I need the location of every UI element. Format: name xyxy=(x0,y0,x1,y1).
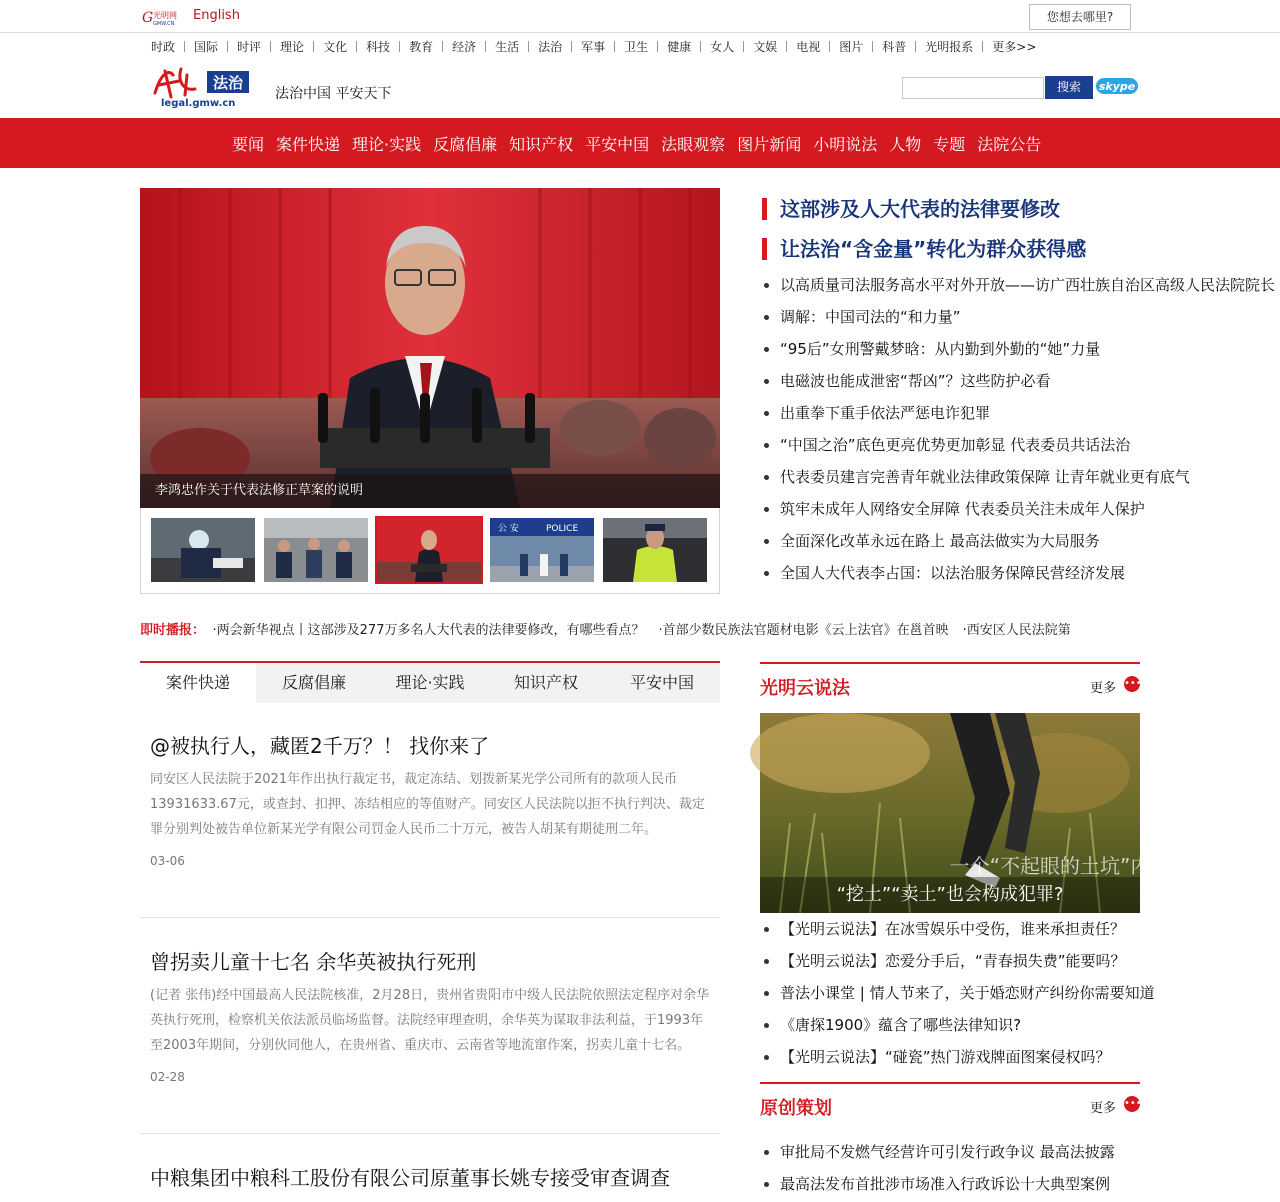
article-date: 03-06 xyxy=(150,854,185,868)
main-nav-item[interactable]: 小明说法 xyxy=(813,134,878,154)
original-section-header xyxy=(760,1082,1140,1122)
site-slogan: 法治中国 平安天下 xyxy=(275,86,392,102)
more-link[interactable]: 更多 xyxy=(1089,681,1116,696)
where-to-go-button[interactable]: 您想去哪里? xyxy=(1029,4,1131,30)
article-1[interactable] xyxy=(150,730,710,868)
article-2[interactable] xyxy=(150,946,710,1084)
hero-thumbnails xyxy=(140,508,720,594)
main-nav-item[interactable]: 图片新闻 xyxy=(737,134,802,154)
divider xyxy=(140,1133,720,1134)
category-nav-item[interactable]: 健康 xyxy=(667,39,692,54)
tab-3[interactable]: 理论·实践 xyxy=(395,673,465,692)
original-list-item[interactable]: 审批局不发燃气经营许可引发行政争议 最高法披露 xyxy=(764,1138,1140,1170)
hero-caption[interactable]: 李鸿忠作关于代表法修正草案的说明 xyxy=(140,474,720,508)
thumbnail-4[interactable] xyxy=(490,518,594,582)
category-nav-item[interactable]: 军事 xyxy=(581,39,606,54)
category-nav-item[interactable]: 科普 xyxy=(882,39,907,54)
category-nav-item[interactable]: 法治 xyxy=(538,39,563,54)
divider xyxy=(140,917,720,918)
category-nav-item[interactable]: 女人 xyxy=(710,39,735,54)
article-title[interactable]: 中粮集团中粮科工股份有限公司原董事长姚专接受审查调查 xyxy=(150,1166,670,1190)
main-nav-item[interactable]: 反腐倡廉 xyxy=(433,134,498,154)
tab-5[interactable]: 平安中国 xyxy=(629,673,694,692)
category-nav-item[interactable]: 国际 xyxy=(194,39,219,54)
svg-text:公 安: 公 安 xyxy=(498,524,519,534)
category-nav-item[interactable]: 生活 xyxy=(495,39,520,54)
hero-slideshow[interactable] xyxy=(140,188,720,508)
category-nav-item[interactable]: 电视 xyxy=(796,39,821,54)
headline-2[interactable]: 让法治“含金量”转化为群众获得感 xyxy=(762,238,1086,260)
section-title[interactable]: 光明云说法 xyxy=(760,678,850,699)
news-list-item[interactable]: 调解：中国司法的“和力量” xyxy=(764,304,1140,336)
yun-list-item[interactable]: 【光明云说法】在冰雪娱乐中受伤，谁来承担责任？ xyxy=(764,915,1140,947)
category-nav-item[interactable]: 文娱 xyxy=(753,39,778,54)
ticker-item[interactable]: ·首部少数民族法官题材电影《云上法官》在邕首映 xyxy=(658,623,949,638)
yun-section-header xyxy=(760,662,1140,702)
search-button[interactable]: 搜索 xyxy=(1045,76,1093,99)
yun-list-item[interactable]: 【光明云说法】恋爱分手后，“青春损失费”能要吗？ xyxy=(764,947,1140,979)
article-title[interactable]: @被执行人，藏匿2千万？！ 找你来了 xyxy=(150,734,490,758)
news-ticker xyxy=(140,619,1140,639)
tab-1[interactable]: 案件快递 xyxy=(140,663,256,703)
legal-gmw-logo[interactable] xyxy=(151,63,251,109)
category-nav-item[interactable]: 经济 xyxy=(452,39,477,54)
main-nav-item[interactable]: 平安中国 xyxy=(585,134,650,154)
main-nav-item[interactable]: 专题 xyxy=(933,134,966,154)
svg-text:POLICE: POLICE xyxy=(546,524,579,534)
gmw-logo[interactable] xyxy=(142,8,186,26)
news-list-item[interactable]: “95后”女刑警戴梦晗：从内勤到外勤的“她”力量 xyxy=(764,336,1140,368)
headline-1[interactable]: 这部涉及人大代表的法律要修改 xyxy=(762,198,1060,220)
news-list-item[interactable]: 全国人大代表李占国：以法治服务保障民营经济发展 xyxy=(764,560,1140,592)
main-nav-item[interactable]: 人物 xyxy=(889,134,922,154)
more-link[interactable]: 更多 xyxy=(1089,1101,1116,1116)
svg-text:GMW.CN: GMW.CN xyxy=(153,21,175,27)
hero-image xyxy=(140,188,720,508)
article-summary: (记者 张伟)经中国最高人民法院核准，2月28日，贵州省贵阳市中级人民法院依照法定程序对余华英执行死刑，检察机关依法派员临场监督。法院经审理查明，余华英为谋取非法利益，于1993年至2003年期间，分别伙同他人，在贵州省、重庆市、云南省等地流窜作案，拐卖儿童十七名。 xyxy=(150,988,710,1053)
top-bar xyxy=(0,0,1280,33)
category-nav-item[interactable]: 光明报系 xyxy=(925,39,974,54)
main-nav-item[interactable]: 要闻 xyxy=(232,134,265,154)
article-3[interactable] xyxy=(150,1162,710,1191)
svg-text:skype: skype xyxy=(1098,80,1136,93)
thumbnail-3[interactable] xyxy=(377,518,481,582)
more-dots-icon[interactable]: ••• xyxy=(1124,676,1140,692)
news-list-item[interactable]: 出重拳下重手依法严惩电诈犯罪 xyxy=(764,400,1140,432)
main-nav-item[interactable]: 知识产权 xyxy=(509,134,574,154)
category-nav-item[interactable]: 时评 xyxy=(237,39,262,54)
ticker-item[interactable]: ·两会新华视点丨这部涉及277万多名人大代表的法律要修改，有哪些看点？ xyxy=(212,623,645,638)
logo-domain: legal.gmw.cn xyxy=(161,98,236,109)
svg-text:光明网: 光明网 xyxy=(153,11,177,20)
category-nav-item[interactable]: 更多>> xyxy=(992,39,1037,54)
section-title[interactable]: 原创策划 xyxy=(760,1098,832,1119)
tab-2[interactable]: 反腐倡廉 xyxy=(281,673,346,692)
news-list-item[interactable]: 筑牢未成年人网络安全屏障 代表委员关注未成年人保护 xyxy=(764,496,1140,528)
yun-list-item[interactable]: 《唐探1900》蕴含了哪些法律知识? xyxy=(764,1011,1140,1043)
thumbnail-1[interactable] xyxy=(151,518,255,582)
thumbnail-2[interactable] xyxy=(264,518,368,582)
category-nav-item[interactable]: 理论 xyxy=(280,39,305,54)
original-list-item[interactable]: 最高法发布首批涉市场准入行政诉讼十大典型案例 xyxy=(764,1170,1140,1202)
news-list-item[interactable]: 代表委员建言完善青年就业法律政策保障 让青年就业更有底气 xyxy=(764,464,1140,496)
ticker-label: 即时播报： xyxy=(140,623,199,638)
english-link[interactable]: English xyxy=(193,8,240,23)
main-nav-item[interactable]: 法眼观察 xyxy=(661,134,726,154)
news-list-item[interactable]: 电磁波也能成泄密“帮凶”？这些防护必看 xyxy=(764,368,1140,400)
yun-image-caption[interactable]: “挖土”“卖土”也会构成犯罪? xyxy=(760,877,1140,913)
category-tabs xyxy=(140,661,720,703)
category-nav-item[interactable]: 卫生 xyxy=(624,39,649,54)
category-nav-item[interactable]: 教育 xyxy=(409,39,434,54)
main-nav-item[interactable]: 理论·实践 xyxy=(352,134,422,154)
news-list-item[interactable]: 以高质量司法服务高水平对外开放——访广西壮族自治区高级人民法院院长 xyxy=(764,272,1140,304)
thumbnail-5[interactable] xyxy=(603,518,707,582)
article-date: 02-28 xyxy=(150,1070,185,1084)
category-nav-item[interactable]: 文化 xyxy=(323,39,348,54)
svg-text:G: G xyxy=(142,10,154,26)
top-news-list xyxy=(764,272,1276,592)
search-input[interactable] xyxy=(902,77,1044,99)
ticker-item[interactable]: ·西安区人民法院第 xyxy=(962,623,1071,638)
skype-icon[interactable] xyxy=(1095,76,1139,96)
logo-text: 法治 xyxy=(212,74,244,92)
main-nav-item[interactable]: 法院公告 xyxy=(977,134,1042,154)
yun-list xyxy=(764,915,1155,1075)
category-nav-item[interactable]: 图片 xyxy=(839,39,864,54)
category-nav xyxy=(142,37,1045,55)
article-summary: 同安区人民法院于2021年作出执行裁定书，裁定冻结、划拨新某光学公司所有的款项人民币13931633.67元，或查封、扣押、冻结相应的等值财产。同安区人民法院以拒不执行判决、裁定罪分别判处被告单位新某光学有限公司罚金人民币二十万元，被告人胡某有期徒刑二年。 xyxy=(150,772,705,837)
more-dots-icon[interactable]: ••• xyxy=(1124,1096,1140,1112)
news-list-item[interactable]: “中国之治”底色更亮优势更加彰显 代表委员共话法治 xyxy=(764,432,1140,464)
main-nav xyxy=(0,118,1280,168)
news-list-item[interactable]: 全面深化改革永远在路上 最高法做实为大局服务 xyxy=(764,528,1140,560)
category-nav-item[interactable]: 时政 xyxy=(151,39,176,54)
article-title[interactable]: 曾拐卖儿童十七名 余华英被执行死刑 xyxy=(150,950,477,974)
original-list xyxy=(764,1138,1140,1202)
yun-feature-image[interactable] xyxy=(760,713,1151,913)
tab-4[interactable]: 知识产权 xyxy=(513,673,578,692)
category-nav-item[interactable]: 科技 xyxy=(366,39,391,54)
yun-list-item[interactable]: 普法小课堂 | 情人节来了，关于婚恋财产纠纷你需要知道 xyxy=(764,979,1140,1011)
main-nav-item[interactable]: 案件快递 xyxy=(276,134,341,154)
yun-list-item[interactable]: 【光明云说法】“碰瓷”热门游戏牌面图案侵权吗？ xyxy=(764,1043,1140,1075)
image-overlay-text: 一个“不起眼的土坑”内 xyxy=(949,854,1151,878)
